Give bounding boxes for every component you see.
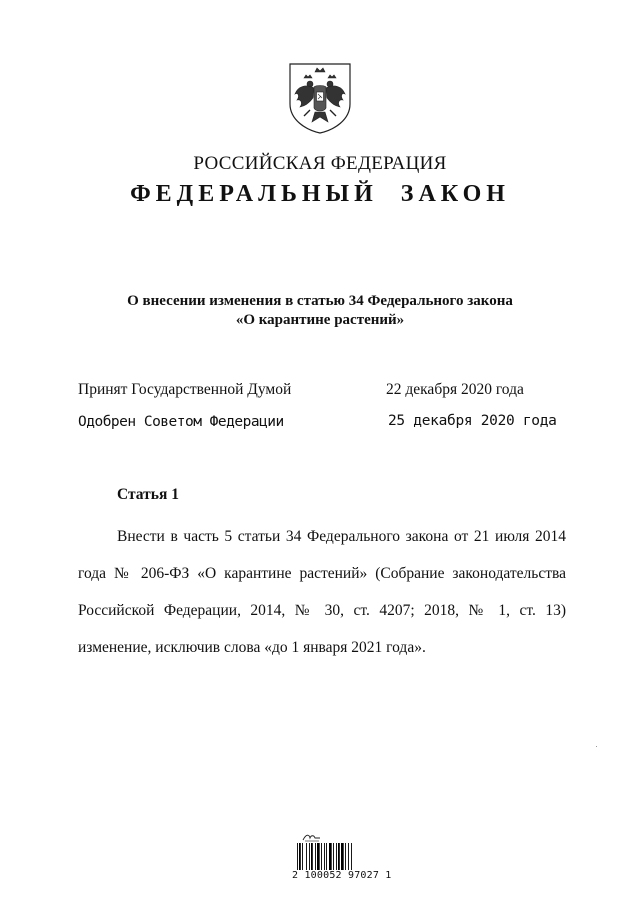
barcode-bar: [311, 843, 313, 870]
approved-date: 25 декабря 2020 года: [388, 413, 557, 429]
article-paragraph: Внести в часть 5 статьи 34 Федерального закона от 21 июля 2014 года № 206-ФЗ «О карантине растений» (Собрание законодательства Российской Федерации, 2014, № 30, ст. 4207; 2018, № 1, ст. 13) изменение, исключив слова «до 1 января 2021 года».: [78, 528, 566, 656]
barcode-bar: [348, 843, 349, 870]
barcode-bar: [341, 843, 344, 870]
barcode-bar: [297, 843, 298, 870]
approved-by-council-label: Одобрен Советом Федерации: [78, 414, 284, 430]
law-title-line-1: О внесении изменения в статью 34 Федерального закона: [127, 293, 513, 309]
barcode-number: 2 100052 97027 1: [292, 870, 392, 881]
law-title: [0, 292, 640, 330]
article-heading: Статья 1: [117, 486, 179, 503]
barcode-bar: [321, 843, 322, 870]
barcode-bar: [329, 843, 332, 870]
article-body: [78, 518, 566, 666]
law-title-line-2: «О карантине растений»: [235, 312, 405, 328]
barcode-icon: [297, 843, 373, 870]
barcode-bar: [351, 843, 352, 870]
barcode-bar: [315, 843, 316, 870]
barcode-bar: [302, 843, 303, 870]
barcode-bar: [317, 843, 320, 870]
barcode-bar: [324, 843, 325, 870]
adopted-by-duma-label: Принят Государственной Думой: [78, 381, 292, 398]
barcode-bar: [306, 843, 307, 870]
barcode-bar: [333, 843, 334, 870]
law-type-heading: ФЕДЕРАЛЬНЫЙ ЗАКОН: [130, 181, 510, 207]
coat-of-arms-icon: [288, 62, 352, 134]
barcode-bar: [326, 843, 327, 870]
barcode-bar: [336, 843, 337, 870]
adopted-date: 22 декабря 2020 года: [386, 381, 524, 398]
registration-mark-icon: [302, 832, 322, 842]
barcode-bar: [299, 843, 301, 870]
barcode-bar: [338, 843, 340, 870]
country-heading: РОССИЙСКАЯ ФЕДЕРАЦИЯ: [193, 153, 447, 174]
barcode-bar: [345, 843, 346, 870]
barcode-bar: [309, 843, 310, 870]
scan-speck: [596, 746, 597, 747]
